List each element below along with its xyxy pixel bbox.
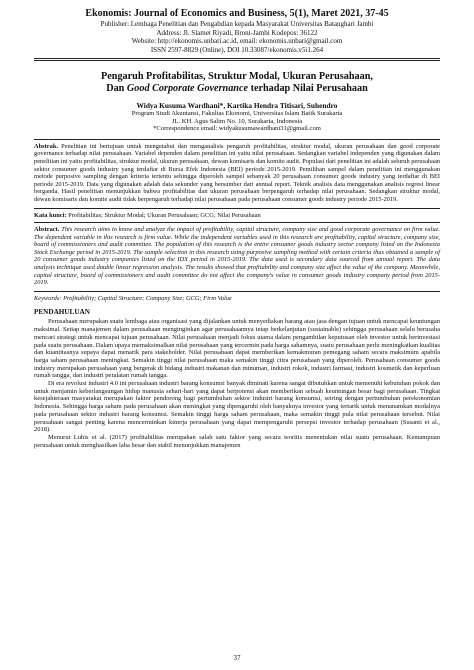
- abstrak-label: Abstrak.: [34, 142, 58, 150]
- title-line-2-em: Good Corporate Governance: [126, 83, 249, 95]
- keywords-en: [34, 295, 440, 303]
- kata-kunci-text: Profitabilitas; Struktur Modal; Ukuran Perusahaan; GCG; Nilai Perusahaan: [68, 211, 261, 219]
- header-rule: [34, 58, 440, 59]
- page-number: 37: [233, 654, 241, 662]
- body-paragraph-2: Di era revolusi industri 4.0 ini perusahaan industri barang konsumsi banyak diminati karena sangat dibutuhkan untuk memenuhi kebutuhan pokok dan untuk menjamin keberlangsungan hidup manusia sehari-hari yang dapat berpotensi akan memberikan sebuah keuntungan besar bagi perusahaan. Tingkat kesejahteraan masyarakat merupakan faktor pendorong bagi pertumbuhan sektor industri barang konsumsi, seiring dengan pertumbuhan perekonomian Indonesia. Sehingga harga saham pada perusahaan akan meningkat yang dipengaruhi oleh banyaknya investor yang tertarik untuk menanamkan modalnya pada perusahaan sektor industri barang konsumsi. Semakin tinggi harga saham perusahaan, maka semakin tinggi pula nilai perusahaan tersebut. Nilai perusahaan sangat penting karena mencerminkan kinerja perusahaan yang dapat mempengaruhi persepsi investor terhadap perusahaan (Susanti et al., 2018).: [34, 380, 440, 434]
- kata-kunci-label: Kata kunci:: [34, 211, 67, 219]
- abstract-en-paragraph: [34, 226, 440, 287]
- website-line: Website: http://ekonomis.unbari.ac.id, email: ekonomis.unbari@gmail.com: [131, 37, 343, 46]
- article-title: [34, 71, 440, 95]
- keywords-en-label: Keywords:: [34, 294, 62, 302]
- title-line-2-post: terhadap Nilai Perusahaan: [248, 83, 368, 95]
- title-line-2-pre: Dan: [106, 83, 127, 95]
- title-line-1: Pengaruh Profitabilitas, Struktur Modal, Ukuran Perusahaan,: [101, 71, 373, 83]
- paper-page: [34, 8, 440, 449]
- body-paragraph-1: Perusahaan merupakan suatu lembaga atau organisasi yang dijalankan untuk menyediakan barang atau jasa dengan tujuan untuk mencapai keuntungan maksimal. Setiap manajemen dalam perusahaan menginginkan agar perusahaannya tetap berkelanjutan (sustainable) sehingga perusahaan selalu berusaha mencari strategi untuk mencapai tujuan perusahaan. Nilai perusahaan menjadi fokus utama dalam pengambilan keputusan oleh investor untuk berinvestasi pada suatu perusahaan. Dalam upaya memaksimalkan nilai perusahaan yang tercermin pada harga sahamnya, suatu perusahaan perlu meningkatkan kualitas dan kuantitasnya supaya dapat menarik para stakeholder. Nilai perusahaan dapat memberikan kemakmuran pemegang saham secara maksimum apabila harga saham perusahaan meningkat. Semakin tinggi nilai perusahaan maka semakin tinggi citra perusahaan yang diperoleh. Perusahaan consumer goods industry merupakan perusahaan yang bergerak di bidang industri makanan dan minuman, industri rokok, industri farmasi, industri kosmetik dan keperluan rumah tangga, dan industri peralatan rumah tangga.: [34, 318, 440, 380]
- journal-header: [34, 8, 440, 54]
- issn-line: ISSN 2597-8829 (Online), DOI 10.33087/ekonomis.v5i1.264: [150, 45, 324, 54]
- abstract-en-box: [34, 222, 440, 292]
- abstrak-text: Penelitian ini bertujuan untuk mengetahui dan menganalisis pengaruh profitabilitas, struktur modal, ukuran perusahaan dan good corporate governance terhadap nilai perusahaan. Variabel dependen dalam penelitian ini yaitu nilai perusahaan. Sedangkan variabel independen yang digunakan dalam penelitian ini yaitu profitabilitas, struktur modal, ukuran perusahaan, dewan komisaris dan komite audit. Populasi dari penelitian ini adalah seluruh perusahaan sektor consumer goods industry yang terdaftar di Bursa Efek Indonesia (BEI) periode 2015-2019. Pemilihan sampel dalam penelitian ini menggunakan metode purposive sampling dengan kriteria tertentu sehingga diperoleh sampel sebanyak 20 perusahaan consumer goods industry yang terdaftar di BEI periode 2015-2019. Data yang digunakan adalah data sekunder yang bersumber dari annual report. Teknik analisis data menggunakan analisis regresi linear berganda. Hasil penelitian menunjukkan bahwa profitabilitas dan ukuran perusahaan berpengaruh terhadap nilai perusahaan. Sedangkan struktur modal, dewan komisaris dan komite audit tidak berpengaruh terhadap nilai perusahaan pada perusahaan consumer goods industry periode 2015-2019.: [34, 142, 440, 203]
- body-paragraph-3: Menurut Lubis et al. (2017) profitabilitas merupakan salah satu faktor yang secara teoritis menentukan nilai suatu perusahaan. Kemampuan perusahaan untuk menghasilkan laba besar dan stabil menunjukkan manajemen: [34, 433, 440, 449]
- publisher-line: Publisher: Lembaga Penelitian dan Pengabdian kepada Masyarakat Universitas Batanghari Jambi: [100, 20, 374, 28]
- keywords-en-text: Profitability; Capital Structure; Company Size; GCG; Firm Value: [63, 294, 232, 302]
- kata-kunci: [34, 212, 440, 220]
- header-rule-double: [34, 60, 440, 61]
- abstrak-box: [34, 139, 440, 209]
- article-heading: [34, 71, 440, 132]
- section-heading: PENDAHULUAN: [34, 308, 90, 317]
- journal-title: Ekonomis: Journal of Economics and Business, 5(1), Maret 2021, 37-45: [85, 8, 389, 19]
- author-list: Widya Kusuma Wardhani*, Kartika Hendra Titisari, Suhendro: [136, 100, 338, 110]
- abstrak-paragraph: [34, 143, 440, 204]
- abstract-en-text: This research aims to know and analyze the impact of profitability, capital structure, company size and good corporate governance on firm value. The dependent variable in this research is firm value. While the independent variables used in this research are profitability, capital structure, company size, board of commissioners and audit committee. The population of this research is the entire consumer goods industry sector company listed on the Indonesia Stock Exchange period in 2015-2019. The sample selection in this research using purposive sampling method with certain criteria thus obtained a sample of 20 consumer goods industry companies listed on the IDX period in 2015-2019. The data used is secondary data sourced from annual report. The data analysis technique used double linear regression analysis. The results showed that profitability and company size affect the value of the company. Meanwhile, capital structure, board of commissioners and audit committee do not affect the company's value in consumer goods industry company period from 2015-2019.: [34, 226, 440, 287]
- address-line: Address: Jl. Slamet Riyadi, Broni-Jambi Kodepos: 36122: [156, 28, 318, 37]
- affiliation-1: Program Studi Akuntansi, Fakultas Ekonomi, Universitas Islam Batik Surakarta: [131, 109, 343, 117]
- abstract-en-label: Abstract.: [34, 226, 60, 234]
- correspondence-email: *Correspondence email: widyakusumawardhani31@gmail.com: [153, 125, 321, 133]
- affiliation-2: JL. KH. Agus Salim No. 10, Surakarta, Indonesia: [171, 117, 303, 125]
